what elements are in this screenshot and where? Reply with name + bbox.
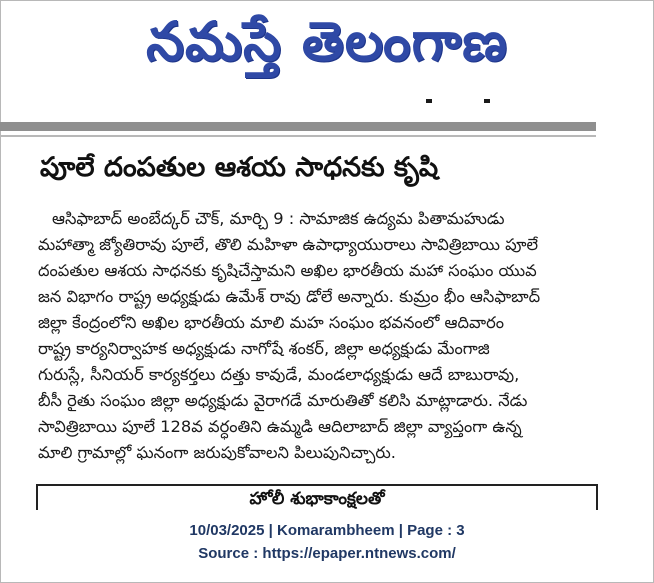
header-rule-thin — [0, 135, 596, 137]
newspaper-masthead: నమస్తే తెలంగాణ — [146, 10, 508, 73]
edition-info: 10/03/2025 | Komarambheem | Page : 3 — [189, 522, 465, 539]
article-line: బీసీ రైతు సంఘం జిల్లా అధ్యక్షుడు వైరాగడే మారుతితో కలిసి మాట్లాడారు. నేడు — [38, 391, 528, 410]
article-line: జిల్లా కేంద్రంలోని అఖిల భారతీయ మాలి మహ సంఘం భవనంలో ఆదివారం — [38, 313, 505, 332]
print-mark — [484, 99, 490, 103]
article-line: సావిత్రిబాయి పూలే 128వ వర్ధంతిని ఉమ్మడి ఆదిలాబాద్ జిల్లా వ్యాప్తంగా ఉన్న — [38, 417, 522, 436]
article-line: మాలి గ్రామాల్లో ఘనంగా జరుపుకోవాలని పిలుపునిచ్చారు. — [38, 443, 396, 462]
print-mark — [426, 99, 432, 103]
next-article-box — [36, 484, 598, 510]
article-line: రాష్ట్ర కార్యనిర్వాహక అధ్యక్షుడు నాగోషే శంకర్, జిల్లా అధ్యక్షుడు మేంగాజి — [38, 339, 490, 358]
next-article-heading: హోలీ శుభాకాంక్షలతో — [249, 489, 385, 509]
header-rule — [0, 122, 596, 131]
article-line: ఆసిఫాబాద్ అంబేద్కర్ చౌక్, మార్చి 9 : సామాజిక ఉద్యమ పితామహుడు — [52, 209, 505, 228]
article-line: గురుస్లే, సీనియర్ కార్యకర్తలు దత్తు కావుడే, మండలాధ్యక్షుడు ఆదే బాబురావు, — [38, 365, 520, 384]
article-line: జన విభాగం రాష్ట్ర అధ్యక్షుడు ఉమేశ్ రావు డోలే అన్నారు. కుమ్రం భీం ఆసిఫాబాద్ — [38, 287, 541, 306]
source-link[interactable]: Source : https://epaper.ntnews.com/ — [198, 545, 456, 562]
article-line: దంపతుల ఆశయ సాధనకు కృషిచేస్తామని అఖిల భారతీయ మహా సంఘం యువ — [38, 261, 537, 280]
article-line: మహాత్మా జ్యోతిరావు పూలే, తొలి మహిళా ఉపాధ్యాయురాలు సావిత్రిబాయి పూలే — [38, 235, 539, 254]
article-body — [38, 206, 598, 466]
article-headline: పూలే దంపతుల ఆశయ సాధనకు కృషి — [40, 152, 439, 183]
